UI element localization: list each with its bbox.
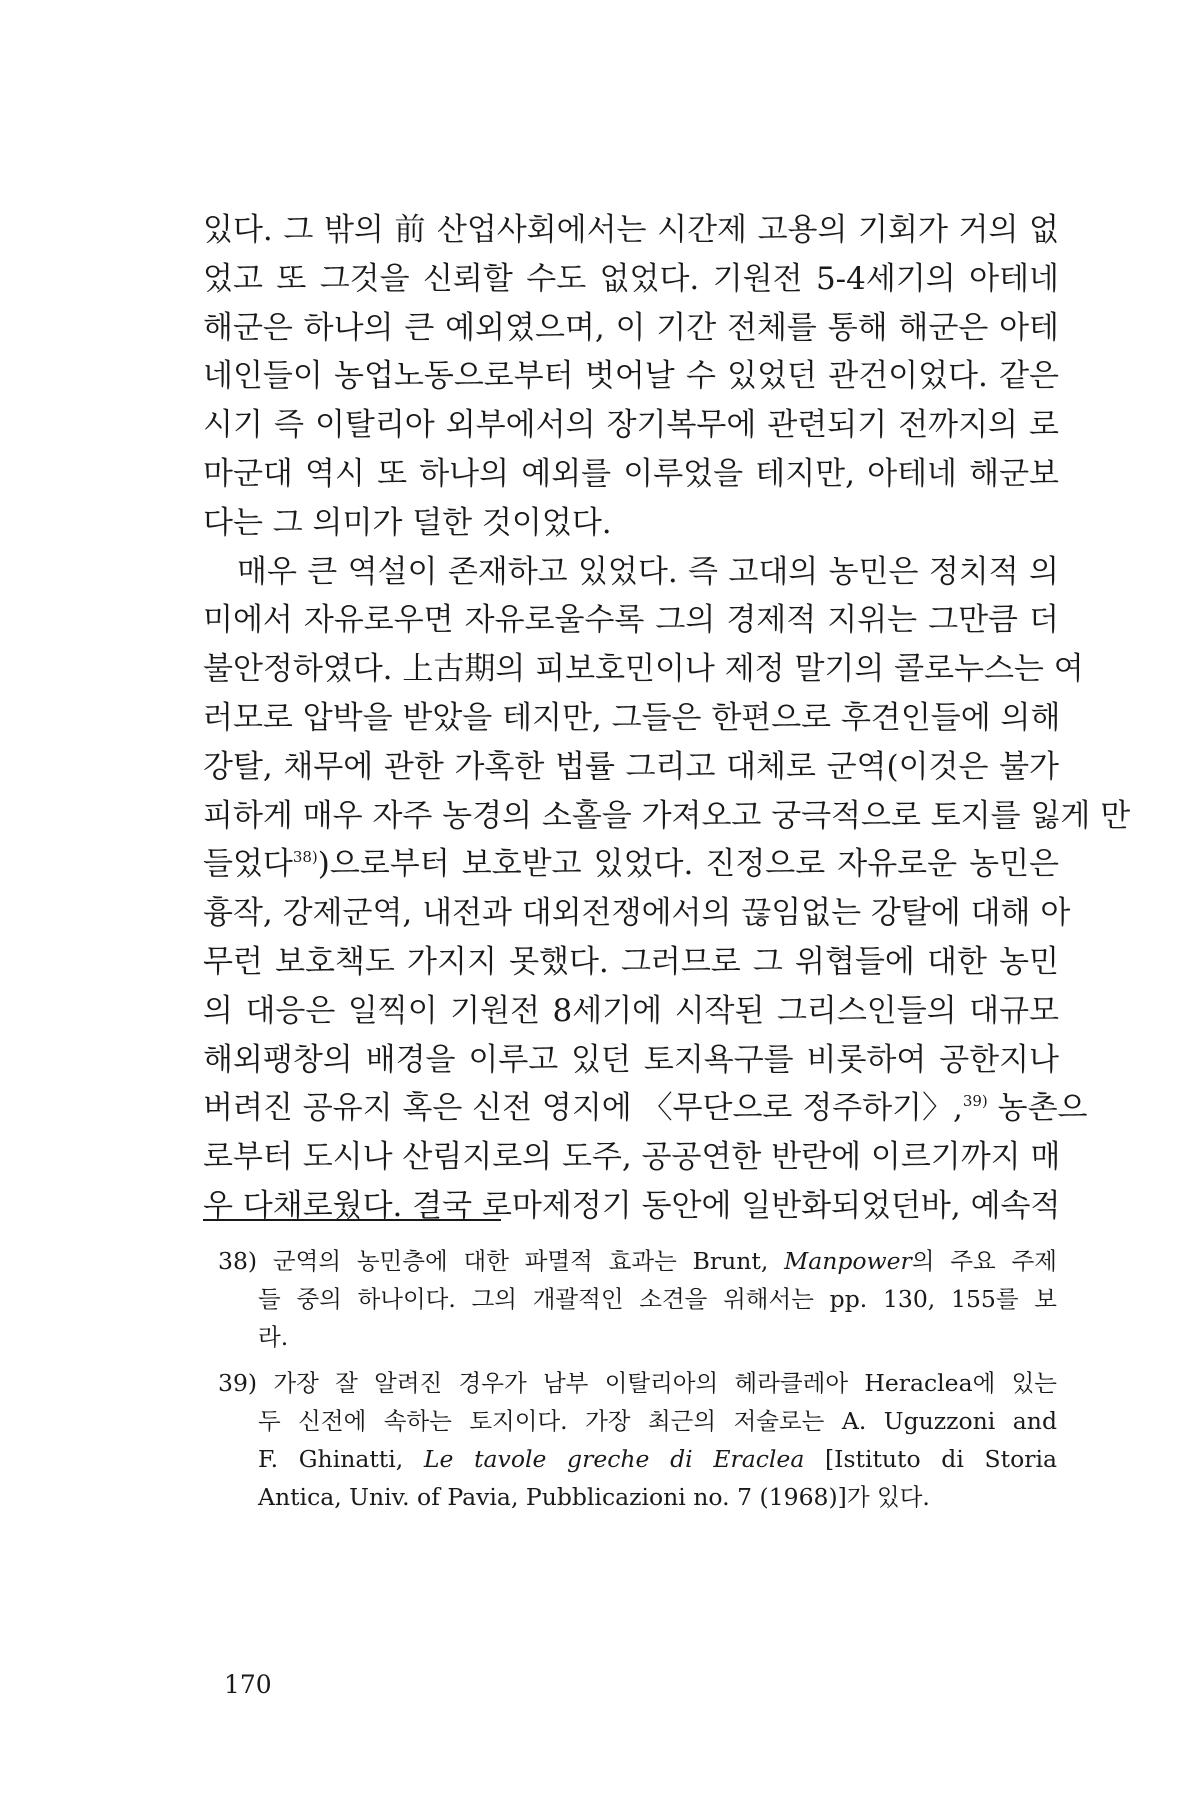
text-line	[203, 840, 1059, 889]
footnote-title: Le tavole greche di Eraclea	[423, 1445, 805, 1473]
text-line: 다는 그 의미가 덜한 것이었다.	[203, 504, 612, 541]
text-line: 었고 또 그것을 신뢰할 수도 없었다. 기원전 5-4세기의 아테네	[203, 260, 1059, 297]
footnote-line: 들 중의 하나이다. 그의 개괄적인 소견을 위해서는 pp. 130, 155를 보	[258, 1285, 1057, 1313]
text-segment: 들었다	[203, 846, 293, 883]
text-line: 피하게 매우 자주 농경의 소홀을 가져오고 궁극적으로 토지를 잃게 만	[203, 797, 1131, 834]
footnote-text: 가장 잘 알려진 경우가 남부 이탈리아의 헤라클레아 Heraclea에 있는	[273, 1369, 1057, 1397]
text-line: 무런 보호책도 가지지 못했다. 그러므로 그 위협들에 대한 농민	[203, 943, 1059, 980]
footnote-title: Manpower	[784, 1247, 912, 1275]
text-line: 러모로 압박을 받았을 테지만, 그들은 한편으로 후견인들에 의해	[203, 699, 1061, 736]
footnote-text: 의 주요 주제	[911, 1247, 1057, 1275]
footnote-line: Antica, Univ. of Pavia, Pubblicazioni no. 7 (1968)]가 있다.	[258, 1483, 930, 1511]
footnote-line: 라.	[258, 1323, 289, 1351]
footnote-line	[218, 1440, 1057, 1478]
text-line: 강탈, 채무에 관한 가혹한 법률 그리고 대체로 군역(이것은 불가	[203, 748, 1059, 785]
footnote-text: 군역의 농민층에 대한 파멸적 효과는 Brunt,	[272, 1247, 769, 1275]
text-line: 불안정하였다. 上古期의 피보호민이나 제정 말기의 콜로누스는 여	[203, 651, 1084, 688]
footnote-number: 38)	[218, 1247, 258, 1275]
text-line: 의 대응은 일찍이 기원전 8세기에 시작된 그리스인들의 대규모	[203, 992, 1059, 1029]
body-text	[203, 206, 1131, 1231]
text-line: 해군은 하나의 큰 예외였으며, 이 기간 전체를 통해 해군은 아테	[203, 309, 1059, 346]
text-line: 미에서 자유로우면 자유로울수록 그의 경제적 지위는 그만큼 더	[203, 602, 1059, 639]
footnote-38	[218, 1242, 1057, 1356]
text-line: 시기 즉 이탈리아 외부에서의 장기복무에 관련되기 전까지의 로	[203, 407, 1059, 444]
text-line: 로부터 도시나 산림지로의 도주, 공공연한 반란에 이르기까지 매	[203, 1139, 1061, 1176]
footnote-line	[218, 1242, 1057, 1280]
footnote-number: 39)	[218, 1369, 258, 1397]
text-line: 마군대 역시 또 하나의 예외를 이루었을 테지만, 아테네 해군보	[203, 455, 1059, 492]
page-number: 170	[224, 1670, 272, 1699]
footnote-text: F. Ghinatti,	[258, 1445, 404, 1473]
footnote-ref-39: 39)	[962, 1092, 988, 1111]
text-line: 네인들이 농업노동으로부터 벗어날 수 있었던 관건이었다. 같은	[203, 358, 1059, 395]
footnote-text: [Istituto di Storia	[825, 1445, 1057, 1473]
text-line: 우 다채로웠다. 결국 로마제정기 동안에 일반화되었던바, 예속적	[203, 1187, 1061, 1224]
footnote-line	[218, 1364, 1057, 1402]
footnote-line: 두 신전에 속하는 토지이다. 가장 최근의 저술로는 A. Uguzzoni and	[258, 1407, 1057, 1435]
footnote-39	[218, 1364, 1057, 1516]
text-segment: )으로부터 보호받고 있었다. 진정으로 자유로운 농민은	[317, 846, 1059, 883]
text-segment: 버려진 공유지 혹은 신전 영지에 〈무단으로 정주하기〉,	[203, 1090, 963, 1127]
footnote-ref-38: 38)	[292, 848, 318, 867]
text-line	[203, 1084, 1088, 1133]
text-segment: 농촌으	[997, 1090, 1088, 1127]
footnote-divider	[203, 1219, 501, 1221]
text-line: 매우 큰 역설이 존재하고 있었다. 즉 고대의 농민은 정치적 의	[237, 553, 1059, 590]
footnotes	[218, 1242, 1057, 1524]
text-line: 있다. 그 밖의 前 산업사회에서는 시간제 고용의 기회가 거의 없	[203, 212, 1059, 248]
text-line: 해외팽창의 배경을 이루고 있던 토지욕구를 비롯하여 공한지나	[203, 1041, 1059, 1078]
text-line: 흉작, 강제군역, 내전과 대외전쟁에서의 끊임없는 강탈에 대해 아	[203, 895, 1071, 932]
